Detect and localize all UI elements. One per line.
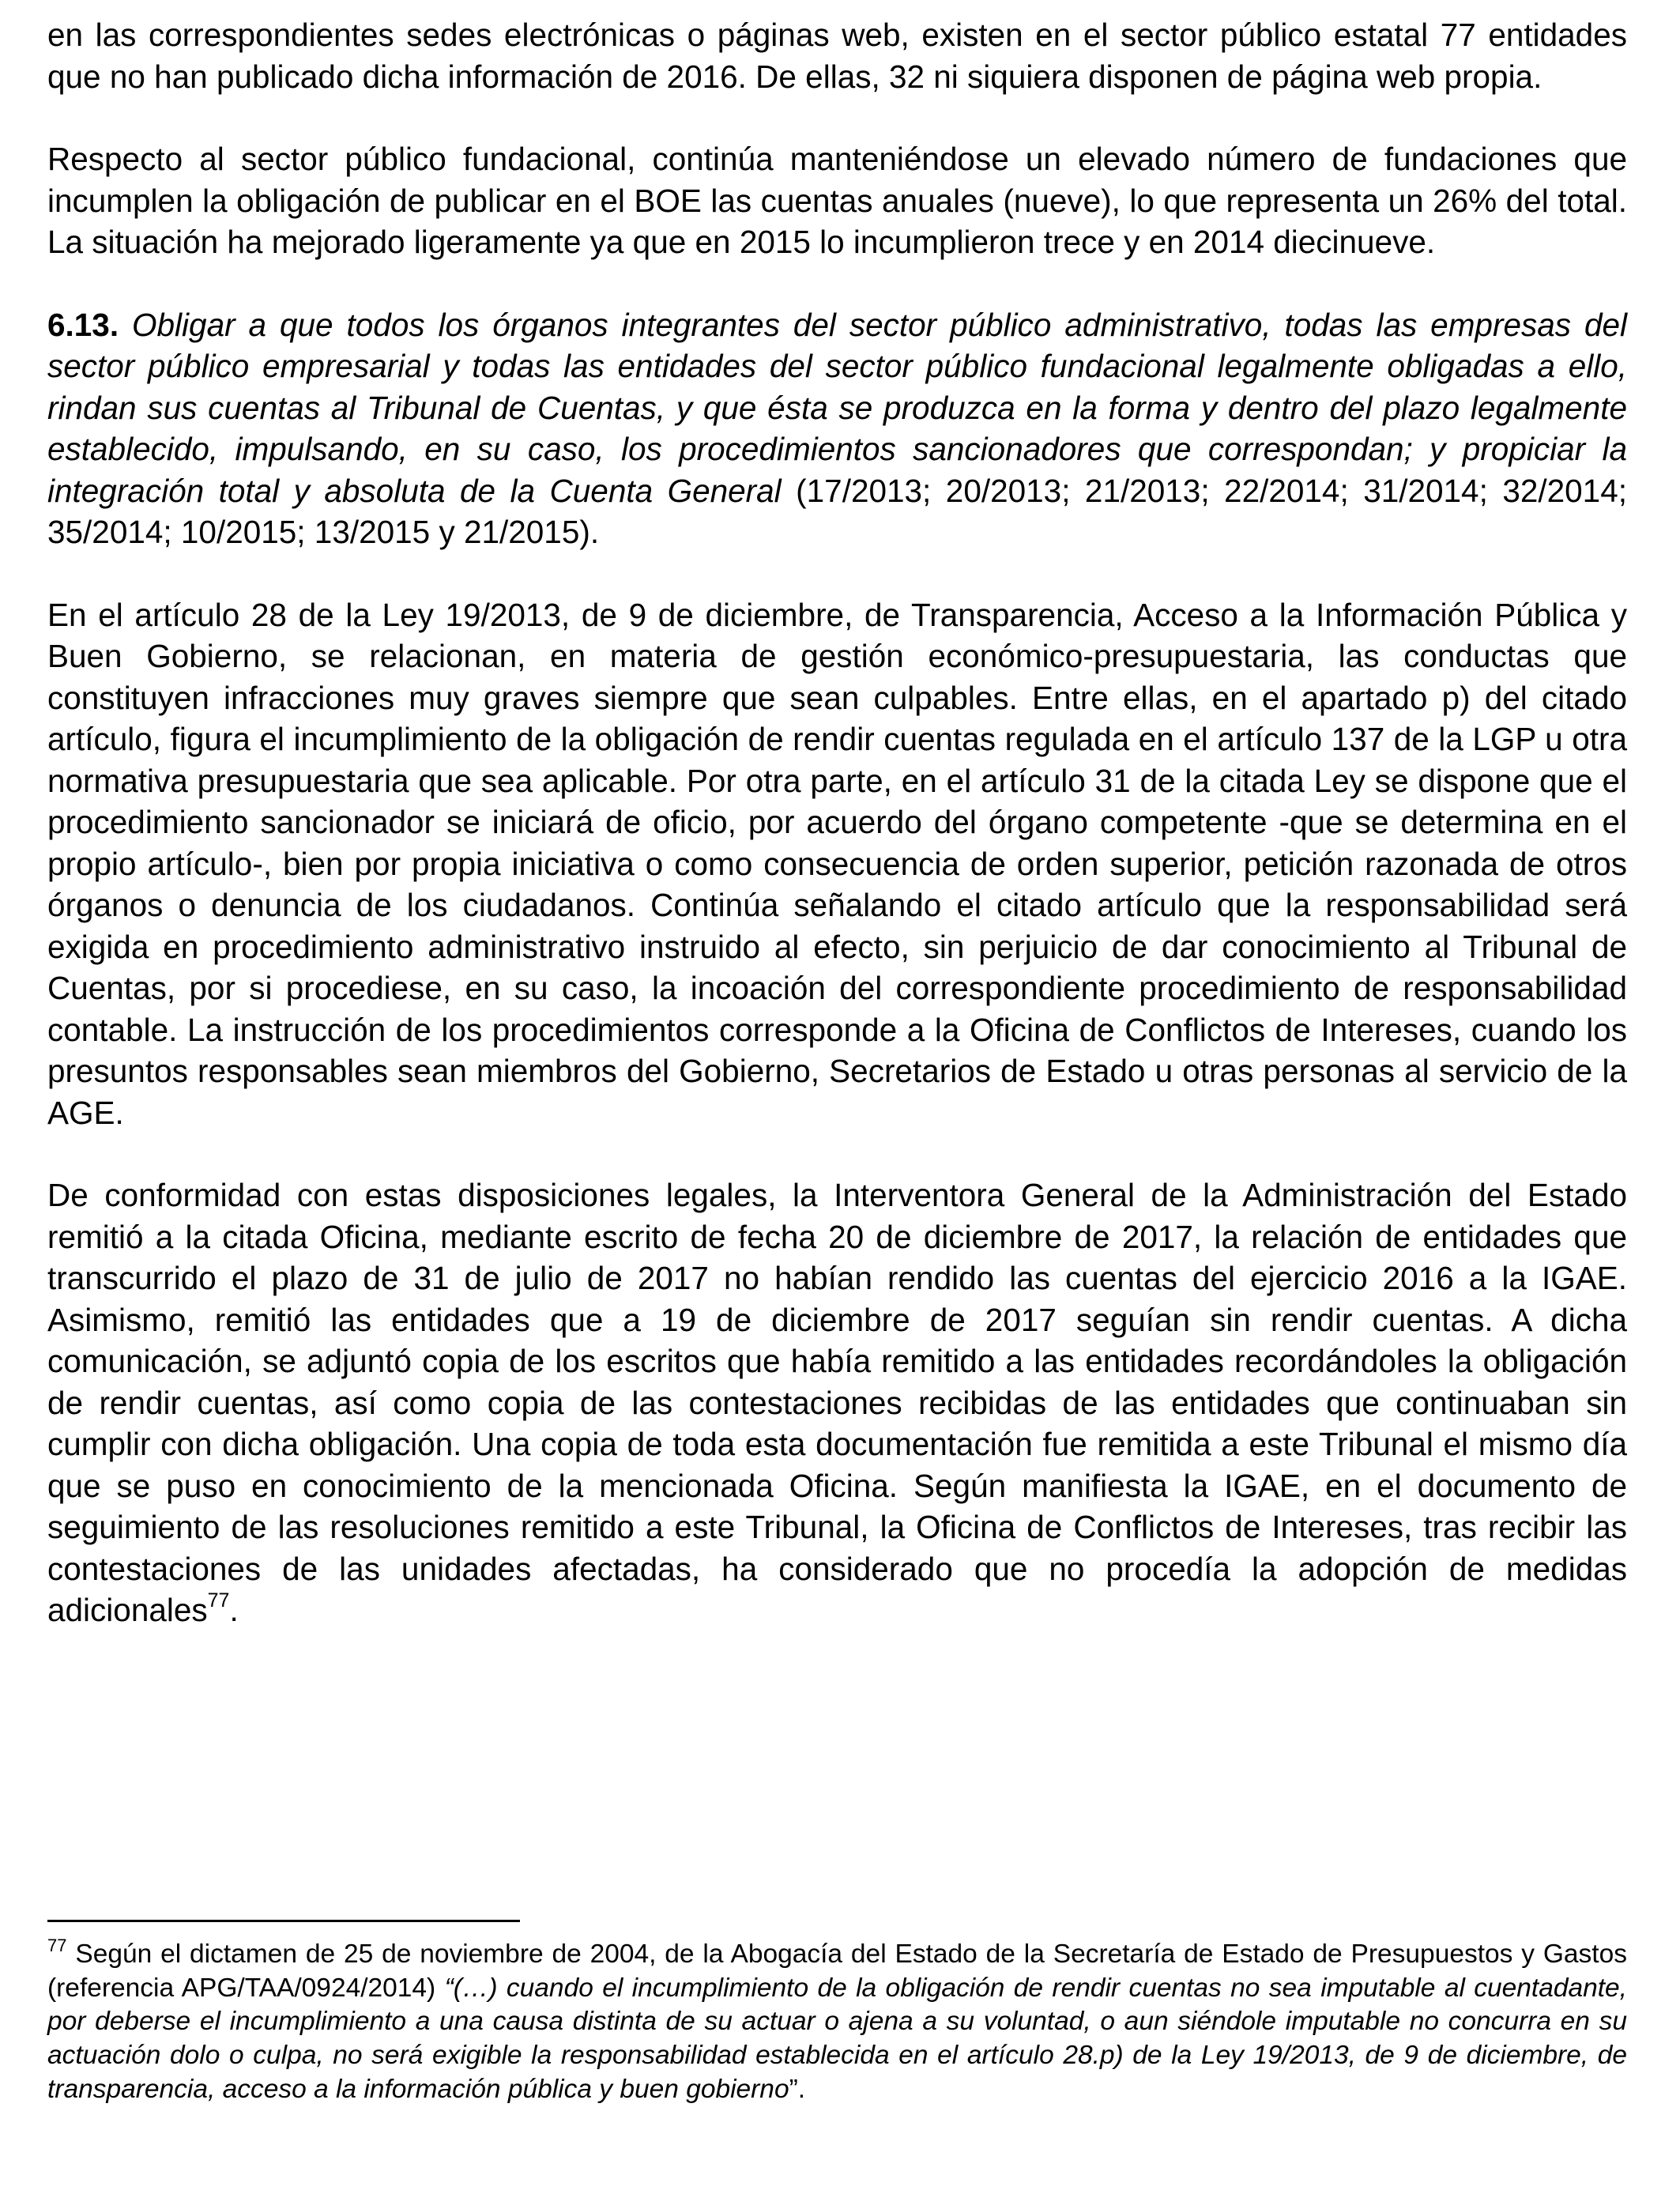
- paragraph-conformidad-end: .: [229, 1592, 239, 1628]
- footnote-reference[interactable]: 77: [207, 1589, 230, 1612]
- paragraph-ley-transparencia: En el artículo 28 de la Ley 19/2013, de 9 de diciembre, de Transparencia, Acceso a la Información Pública y Buen Gobierno, se relacionan, en materia de gestión económico-presupuestaria, las conductas que constituyen infracciones muy graves siempre que sean culpables. Entre ellas, en el apartado p) del citado artículo, figura el incumplimiento de la obligación de rendir cuentas regulada en el artículo 137 de la LGP u otra normativa presupuestaria que sea aplicable. Por otra parte, en el artículo 31 de la citada Ley se dispone que el procedimiento sancionador se iniciará de oficio, por acuerdo del órgano competente -que se determina en el propio artículo-, bien por propia iniciativa o como consecuencia de orden superior, petición razonada de otros órganos o denuncia de los ciudadanos. Continúa señalando el citado artículo que la responsabilidad será exigida en procedimiento administrativo instruido al efecto, sin perjuicio de dar conocimiento al Tribunal de Cuentas, por si procediese, en su caso, la incoación del correspondiente procedimiento de responsabilidad contable. La instrucción de los procedimientos corresponde a la Oficina de Conflictos de Intereses, cuando los presuntos responsables sean miembros del Gobierno, Secretarios de Estado u otras personas al servicio de la AGE.: [47, 596, 1627, 1131]
- footnote-marker: 77: [47, 1935, 67, 1955]
- recommendation-text: Obligar a que todos los órganos integrantes del sector público administrativo, todas las empresas del sector público empresarial y todas las entidades del sector público fundacional legalmente obligadas a ello, rindan sus cuentas al Tribunal de Cuentas, y que ésta se produzca en la forma y dentro del plazo legalmente establecido, impulsando, en su caso, los procedimientos sancionadores que correspondan; y propiciar la integración total y absoluta de la Cuenta General: [47, 306, 1627, 509]
- footnote-quote: “(…) cuando el incumplimiento de la obligación de rendir cuentas no sea imputable al cuentadante, por deberse el incumplimiento a una causa distinta de su actuar o ajena a su voluntad, o aun siéndole imputable no concurra en su actuación dolo o culpa, no será exigible la responsabilidad establecida en el artículo 28.p) de la Ley 19/2013, de 9 de diciembre, de transparencia, acceso a la información pública y buen gobierno: [47, 1973, 1627, 2104]
- document-body: [47, 14, 1627, 1631]
- recommendation-number: 6.13.: [47, 306, 119, 343]
- paragraph-conformidad-text: De conformidad con estas disposiciones legales, la Interventora General de la Administración del Estado remitió a la citada Oficina, mediante escrito de fecha 20 de diciembre de 2017, la relación de entidades que transcurrido el plazo de 31 de julio de 2017 no habían rendido las cuentas del ejercicio 2016 a la IGAE. Asimismo, remitió las entidades que a 19 de diciembre de 2017 seguían sin rendir cuentas. A dicha comunicación, se adjuntó copia de los escritos que había remitido a las entidades recordándoles la obligación de rendir cuentas, así como copia de las contestaciones recibidas de las entidades que continuaban sin cumplir con dicha obligación. Una copia de toda esta documentación fue remitida a este Tribunal el mismo día que se puso en conocimiento de la mencionada Oficina. Según manifiesta la IGAE, en el documento de seguimiento de las resoluciones remitido a este Tribunal, la Oficina de Conflictos de Intereses, tras recibir las contestaciones de las unidades afectadas, ha considerado que no procedía la adopción de medidas adicionales: [47, 1177, 1627, 1628]
- paragraph-gap: [47, 1133, 1627, 1174]
- paragraph-conformidad: [47, 1174, 1627, 1631]
- recommendation-paragraph: [47, 304, 1627, 553]
- footnote-lead: Según el dictamen de 25 de noviembre de 2004, de la Abogacía del Estado de la Secretaría de Estado de Presupuestos y Gastos (referencia APG/TAA/0924/2014): [47, 1940, 1627, 2003]
- footnote-separator: [47, 1920, 520, 1922]
- paragraph-gap: [47, 553, 1627, 594]
- footnote: [47, 1935, 1627, 2107]
- paragraph-intro: en las correspondientes sedes electrónicas o páginas web, existen en el sector público estatal 77 entidades que no han publicado dicha información de 2016. De ellas, 32 ni siquiera disponen de página web propia.: [47, 17, 1627, 95]
- recommendation-references: (17/2013; 20/2013; 21/2013; 22/2014; 31/2014; 32/2014; 35/2014; 10/2015; 13/2015 y 21/2015).: [47, 472, 1627, 550]
- footnote-end: ”.: [789, 2074, 806, 2104]
- paragraph-sector-fundacional: Respecto al sector público fundacional, continúa manteniéndose un elevado número de fundaciones que incumplen la obligación de publicar en el BOE las cuentas anuales (nueve), lo que representa un 26% del total. La situación ha mejorado ligeramente ya que en 2015 lo incumplieron trece y en 2014 diecinueve.: [47, 141, 1627, 260]
- paragraph-gap: [47, 263, 1627, 304]
- paragraph-gap: [47, 97, 1627, 138]
